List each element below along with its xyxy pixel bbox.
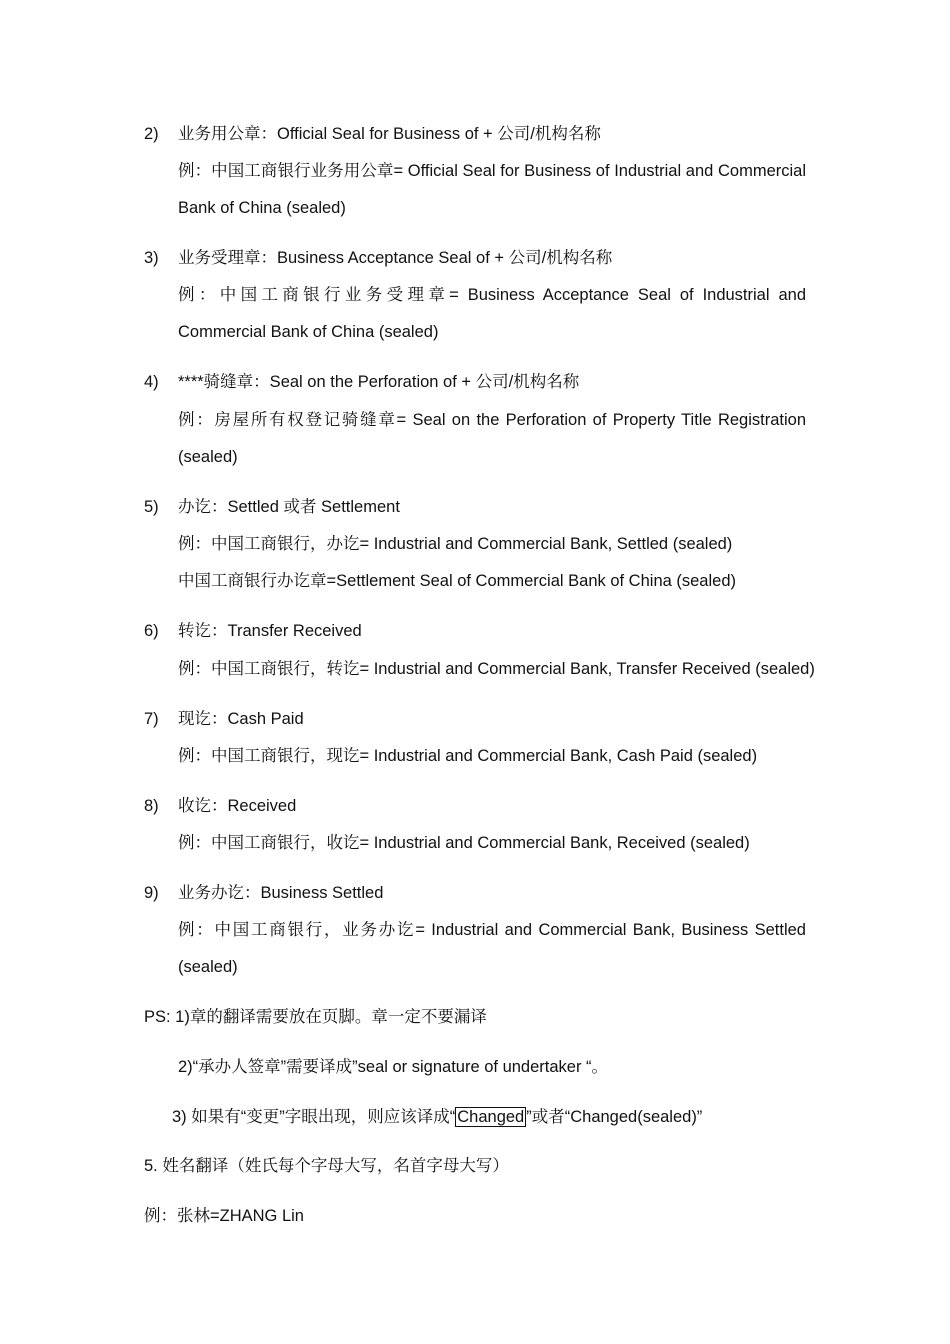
item-title: 业务受理章：Business Acceptance Seal of + 公司/机构名称 — [178, 249, 613, 267]
item-number: 5) — [144, 498, 159, 516]
item-example-cont: Bank of China (sealed) — [178, 199, 346, 217]
item-title: 收讫：Received — [178, 797, 297, 815]
ps-line-2: 2)“承办人签章”需要译成”seal or signature of undertaker “。 — [178, 1058, 609, 1076]
item-example: 例：中国工商银行，现讫= Industrial and Commercial Bank, Cash Paid (sealed) — [178, 747, 758, 765]
changed-boxed-word: Changed — [457, 1108, 525, 1126]
ps-line-3 — [172, 1107, 702, 1127]
item-example-cont: Commercial Bank of China (sealed) — [178, 323, 439, 341]
item-example-cont: (sealed) — [178, 448, 238, 466]
section-5-title: 5. 姓名翻译（姓氏每个字母大写，名首字母大写） — [144, 1157, 509, 1175]
item-title: 业务办讫：Business Settled — [178, 884, 384, 902]
item-title: 现讫：Cash Paid — [178, 710, 304, 728]
item-example: 例：中国工商银行，收讫= Industrial and Commercial Bank, Received (sealed) — [178, 834, 750, 852]
item-title: 办讫：Settled 或者 Settlement — [178, 498, 400, 516]
item-example: 例：中国工商银行，转讫= Industrial and Commercial Bank, Transfer Received (sealed) — [178, 660, 815, 678]
section-5-example: 例：张林=ZHANG Lin — [144, 1207, 304, 1225]
item-example-cont: (sealed) — [178, 958, 238, 976]
item-number: 8) — [144, 797, 159, 815]
item-number: 7) — [144, 710, 159, 728]
item-example-second: 中国工商银行办讫章=Settlement Seal of Commercial Bank of China (sealed) — [178, 572, 736, 590]
item-number: 4) — [144, 373, 159, 391]
item-title: ****骑缝章：Seal on the Perforation of + 公司/机构名称 — [178, 373, 580, 391]
item-example: 例：中国工商银行业务用公章= Official Seal for Business of Industrial and Commercial — [178, 162, 806, 180]
item-title: 转讫：Transfer Received — [178, 622, 362, 640]
item-number: 3) — [144, 249, 159, 267]
ps-line-1: PS: 1)章的翻译需要放在页脚。章一定不要漏译 — [144, 1008, 487, 1026]
item-title: 业务用公章：Official Seal for Business of + 公司/机构名称 — [178, 125, 601, 143]
item-example: 例：中国工商银行业务受理章= Business Acceptance Seal of Industrial and — [178, 286, 806, 304]
item-number: 6) — [144, 622, 159, 640]
item-number: 2) — [144, 125, 159, 143]
item-example: 例：中国工商银行，办讫= Industrial and Commercial Bank, Settled (sealed) — [178, 535, 733, 553]
ps-line-3-suffix: ”或者“Changed(sealed)” — [526, 1108, 703, 1126]
item-example: 例：房屋所有权登记骑缝章= Seal on the Perforation of Property Title Registration — [178, 411, 806, 429]
item-number: 9) — [144, 884, 159, 902]
item-example: 例：中国工商银行，业务办讫= Industrial and Commercial Bank, Business Settled — [178, 921, 806, 939]
ps-line-3-prefix: 3) 如果有“变更”字眼出现，则应该译成“ — [172, 1108, 456, 1126]
